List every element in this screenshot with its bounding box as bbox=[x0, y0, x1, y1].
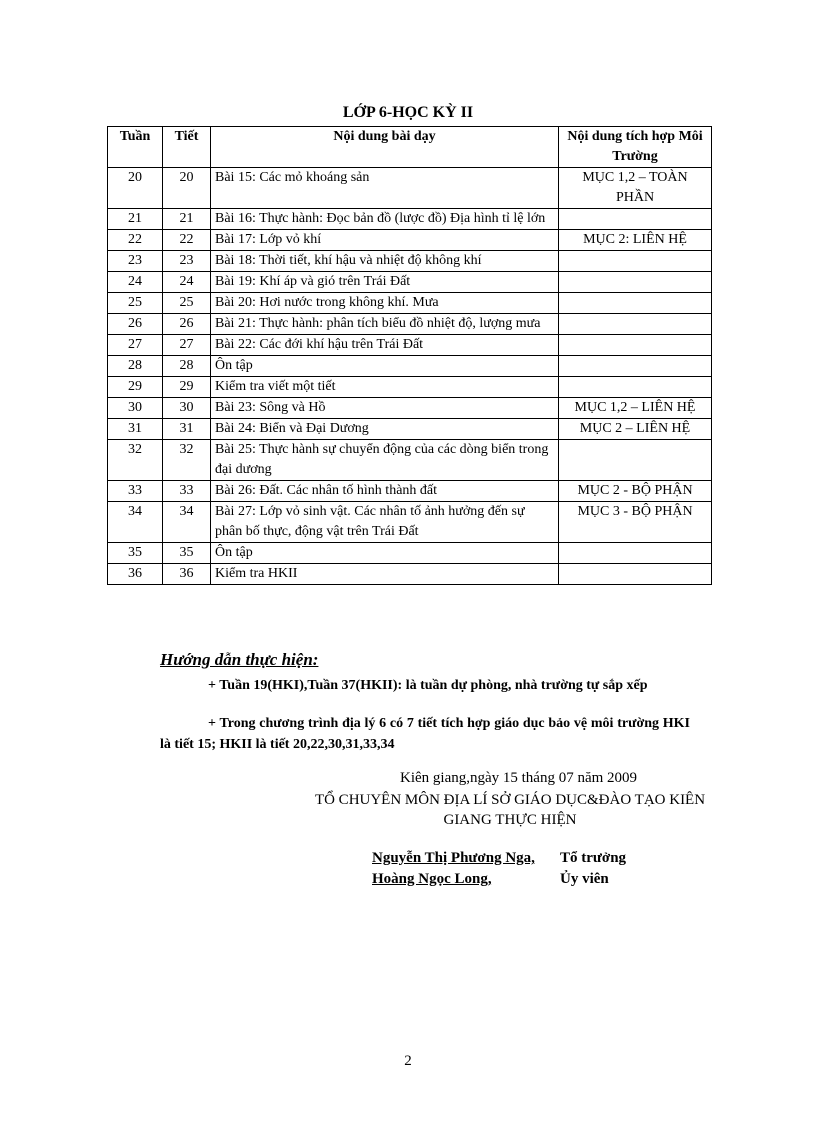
member-name: Hoàng Ngọc Long, bbox=[372, 871, 492, 887]
cell-content: Bài 24: Biển và Đại Dương bbox=[211, 419, 559, 440]
cell-period: 25 bbox=[163, 293, 211, 314]
cell-env bbox=[559, 377, 712, 398]
header-period: Tiết bbox=[163, 127, 211, 168]
cell-week: 24 bbox=[108, 272, 163, 293]
cell-env: MỤC 2: LIÊN HỆ bbox=[559, 230, 712, 251]
header-env: Nội dung tích hợp Môi Trường bbox=[559, 127, 712, 168]
cell-env bbox=[559, 293, 712, 314]
cell-week: 33 bbox=[108, 481, 163, 502]
cell-week: 27 bbox=[108, 335, 163, 356]
guide-line-2: + Trong chương trình địa lý 6 có 7 tiết tích hợp giáo dục bảo vệ môi trường HKI là tiết 15; HKII là tiết 20,22,30,31,33,34 bbox=[160, 716, 690, 752]
cell-env bbox=[559, 314, 712, 335]
cell-period: 22 bbox=[163, 230, 211, 251]
cell-env bbox=[559, 335, 712, 356]
page-title: LỚP 6-HỌC KỲ II bbox=[342, 104, 474, 121]
cell-week: 21 bbox=[108, 209, 163, 230]
cell-content: Bài 18: Thời tiết, khí hậu và nhiệt độ không khí bbox=[211, 251, 559, 272]
table-row bbox=[108, 419, 712, 440]
signature-date: Kiên giang,ngày 15 tháng 07 năm 2009 bbox=[400, 770, 638, 786]
member-role: Ủy viên bbox=[560, 871, 609, 887]
cell-week: 32 bbox=[108, 440, 163, 481]
cell-week: 22 bbox=[108, 230, 163, 251]
table-row bbox=[108, 209, 712, 230]
table-row bbox=[108, 377, 712, 398]
cell-period: 28 bbox=[163, 356, 211, 377]
cell-content: Bài 21: Thực hành: phân tích biểu đồ nhiệt độ, lượng mưa bbox=[211, 314, 559, 335]
cell-period: 35 bbox=[163, 543, 211, 564]
cell-env: MỤC 2 - BỘ PHẬN bbox=[559, 481, 712, 502]
cell-env bbox=[559, 440, 712, 481]
cell-period: 21 bbox=[163, 209, 211, 230]
cell-content: Bài 19: Khí áp và gió trên Trái Đất bbox=[211, 272, 559, 293]
cell-week: 25 bbox=[108, 293, 163, 314]
table-row bbox=[108, 564, 712, 585]
cell-content: Bài 25: Thực hành sự chuyển động của các dòng biển trong đại dương bbox=[211, 440, 559, 481]
cell-env bbox=[559, 251, 712, 272]
cell-content: Bài 20: Hơi nước trong không khí. Mưa bbox=[211, 293, 559, 314]
cell-week: 35 bbox=[108, 543, 163, 564]
table-row bbox=[108, 481, 712, 502]
table-row bbox=[108, 440, 712, 481]
cell-week: 20 bbox=[108, 168, 163, 209]
header-week: Tuần bbox=[108, 127, 163, 168]
cell-content: Kiểm tra viết một tiết bbox=[211, 377, 559, 398]
cell-week: 26 bbox=[108, 314, 163, 335]
cell-env bbox=[559, 356, 712, 377]
cell-week: 28 bbox=[108, 356, 163, 377]
cell-period: 31 bbox=[163, 419, 211, 440]
lesson-table bbox=[107, 126, 712, 585]
cell-content: Bài 22: Các đới khí hậu trên Trái Đất bbox=[211, 335, 559, 356]
table-header-row bbox=[108, 127, 712, 168]
cell-content: Ôn tập bbox=[211, 356, 559, 377]
cell-period: 36 bbox=[163, 564, 211, 585]
table-row bbox=[108, 502, 712, 543]
member-row bbox=[372, 871, 609, 888]
table-row bbox=[108, 168, 712, 209]
table-row bbox=[108, 398, 712, 419]
cell-env: MỤC 2 – LIÊN HỆ bbox=[559, 419, 712, 440]
table-row bbox=[108, 356, 712, 377]
cell-env: MỤC 3 - BỘ PHẬN bbox=[559, 502, 712, 543]
cell-week: 36 bbox=[108, 564, 163, 585]
cell-content: Bài 17: Lớp vỏ khí bbox=[211, 230, 559, 251]
cell-period: 20 bbox=[163, 168, 211, 209]
cell-env bbox=[559, 564, 712, 585]
cell-period: 34 bbox=[163, 502, 211, 543]
table-row bbox=[108, 293, 712, 314]
guide-line-1: + Tuần 19(HKI),Tuần 37(HKII): là tuần dự phòng, nhà trường tự sắp xếp bbox=[208, 678, 648, 693]
member-role: Tổ trưởng bbox=[560, 850, 627, 866]
cell-env: MỤC 1,2 – LIÊN HỆ bbox=[559, 398, 712, 419]
cell-env: MỤC 1,2 – TOÀN PHẦN bbox=[559, 168, 712, 209]
cell-content: Bài 27: Lớp vỏ sinh vật. Các nhân tố ảnh hưởng đến sự phân bố thực, động vật trên Trái Đất bbox=[211, 502, 559, 543]
cell-period: 26 bbox=[163, 314, 211, 335]
cell-env bbox=[559, 209, 712, 230]
table-row bbox=[108, 543, 712, 564]
cell-content: Bài 26: Đất. Các nhân tố hình thành đất bbox=[211, 481, 559, 502]
cell-content: Ôn tập bbox=[211, 543, 559, 564]
table-row bbox=[108, 335, 712, 356]
table-body bbox=[108, 168, 712, 585]
member-row bbox=[372, 850, 626, 867]
cell-period: 29 bbox=[163, 377, 211, 398]
cell-period: 27 bbox=[163, 335, 211, 356]
cell-week: 23 bbox=[108, 251, 163, 272]
table-row bbox=[108, 314, 712, 335]
cell-period: 24 bbox=[163, 272, 211, 293]
cell-period: 23 bbox=[163, 251, 211, 272]
cell-week: 34 bbox=[108, 502, 163, 543]
cell-content: Bài 23: Sông và Hồ bbox=[211, 398, 559, 419]
cell-week: 29 bbox=[108, 377, 163, 398]
cell-period: 33 bbox=[163, 481, 211, 502]
cell-week: 30 bbox=[108, 398, 163, 419]
page-number: 2 bbox=[404, 1053, 412, 1069]
cell-content: Kiểm tra HKII bbox=[211, 564, 559, 585]
header-content: Nội dung bài dạy bbox=[211, 127, 559, 168]
cell-period: 32 bbox=[163, 440, 211, 481]
cell-week: 31 bbox=[108, 419, 163, 440]
member-name: Nguyễn Thị Phương Nga, bbox=[372, 850, 535, 866]
cell-env bbox=[559, 543, 712, 564]
cell-env bbox=[559, 272, 712, 293]
cell-content: Bài 16: Thực hành: Đọc bản đồ (lược đồ) Địa hình tỉ lệ lớn bbox=[211, 209, 559, 230]
cell-content: Bài 15: Các mỏ khoáng sản bbox=[211, 168, 559, 209]
table-row bbox=[108, 251, 712, 272]
table-row bbox=[108, 230, 712, 251]
cell-period: 30 bbox=[163, 398, 211, 419]
table-row bbox=[108, 272, 712, 293]
signature-org: TỔ CHUYÊN MÔN ĐỊA LÍ SỞ GIÁO DỤC&ĐÀO TẠO KIÊN GIANG THỰC HIỆN bbox=[314, 792, 706, 828]
guide-heading: Hướng dẫn thực hiện: bbox=[160, 650, 319, 669]
